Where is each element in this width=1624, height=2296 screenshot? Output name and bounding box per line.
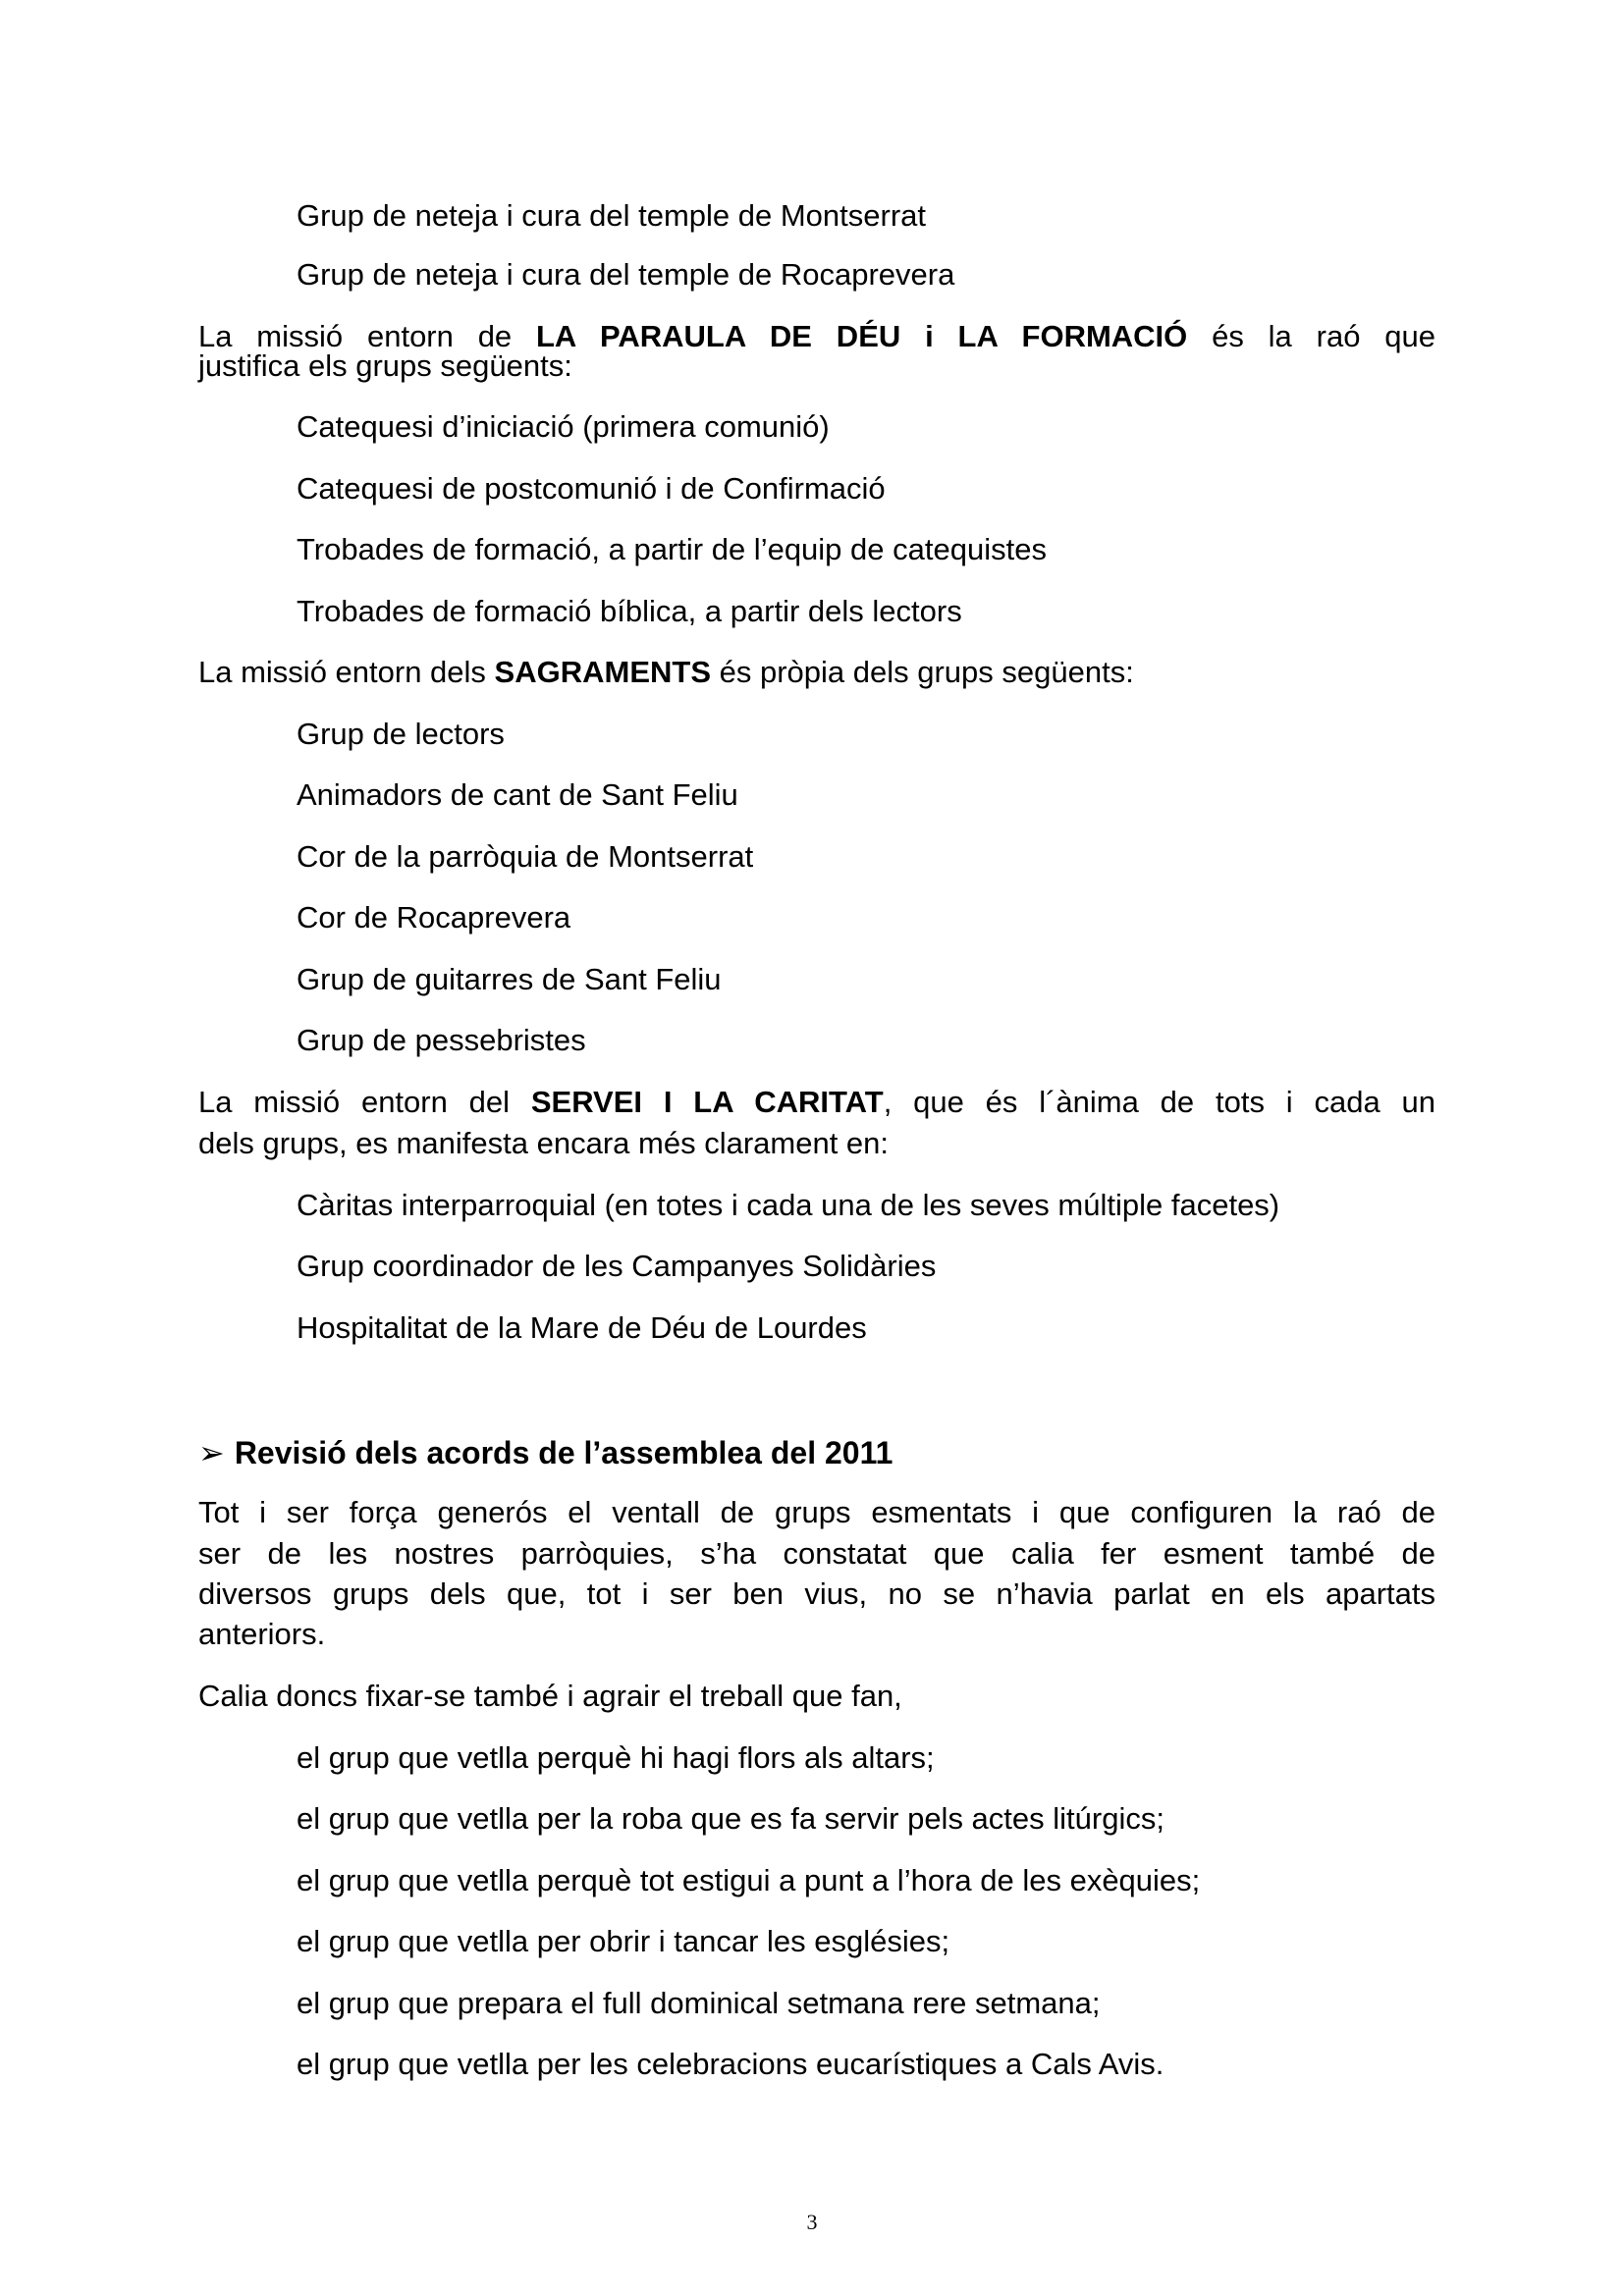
sagraments-intro [198,657,1435,687]
list-item: Trobades de formació bíblica, a partir dels lectors [297,594,962,628]
paragraph-line: diversos grups dels que, tot i ser ben vius, no se n’havia parlat en els apartats [198,1576,1435,1611]
list-item: Cor de la parròquia de Montserrat [297,839,754,874]
section-heading [198,1435,893,1470]
list-item: Grup de guitarres de Sant Feliu [297,962,722,996]
list-item: el grup que vetlla per obrir i tancar les esglésies; [297,1924,950,1958]
list-item: Catequesi d’iniciació (primera comunió) [297,409,830,444]
servei-intro [198,1087,1435,1117]
list-item: Trobades de formació, a partir de l’equip de catequistes [297,532,1047,566]
list-item: Animadors de cant de Sant Feliu [297,777,738,812]
intro-text: és pròpia dels grups següents: [711,655,1134,689]
list-item: Catequesi de postcomunió i de Confirmació [297,471,886,506]
page-number: 3 [806,2210,818,2234]
list-item: Grup coordinador de les Campanyes Solidàries [297,1249,937,1283]
list-item: Grup de lectors [297,717,505,751]
list-item: el grup que vetlla perquè hi hagi flors als altars; [297,1740,935,1775]
list-item: el grup que prepara el full dominical setmana rere setmana; [297,1986,1101,2020]
list-item: Grup de pessebristes [297,1023,586,1057]
intro-text: és la raó que [1187,319,1435,353]
intro-bold-text: SAGRAMENTS [494,655,711,689]
list-item: el grup que vetlla per les celebracions eucarístiques a Cals Avis. [297,2047,1164,2081]
list-item: Cor de Rocaprevera [297,900,571,934]
paragraph-line: Tot i ser força generós el ventall de grups esmentats i que configuren la raó de [198,1495,1435,1529]
list-item: el grup que vetlla per la roba que es fa servir pels actes litúrgics; [297,1801,1164,1836]
intro-text: La missió entorn dels [198,655,495,689]
list-item: Grup de neteja i cura del temple de Montserrat [297,198,927,233]
paraula-intro [198,321,1435,351]
paraula-intro-line2: justifica els grups següents: [198,348,572,383]
intro-text: La missió entorn de [198,319,536,353]
paragraph-line: anteriors. [198,1617,326,1651]
servei-intro-line2: dels grups, es manifesta encara més clarament en: [198,1126,890,1160]
list-item: el grup que vetlla perquè tot estigui a punt a l’hora de les exèquies; [297,1863,1201,1897]
paragraph-line: ser de les nostres parròquies, s’ha constatat que calia fer esment també de [198,1536,1435,1571]
list-item: Grup de neteja i cura del temple de Rocaprevera [297,257,955,292]
intro-bold-text: LA PARAULA DE DÉU i LA FORMACIÓ [536,319,1188,353]
list-item: Càritas interparroquial (en totes i cada una de les seves múltiple facetes) [297,1188,1280,1222]
arrowhead-bullet-icon: ➢ [198,1435,225,1470]
intro-bold-text: SERVEI I LA CARITAT [530,1085,884,1119]
heading-text: Revisió dels acords de l’assemblea del 2011 [234,1435,893,1470]
list-item: Hospitalitat de la Mare de Déu de Lourdes [297,1310,867,1345]
intro-text: La missió entorn del [198,1085,531,1119]
intro-line: Calia doncs fixar-se també i agrair el treball que fan, [198,1679,902,1713]
intro-text: , que és l´ànima de tots i cada un [883,1085,1435,1119]
